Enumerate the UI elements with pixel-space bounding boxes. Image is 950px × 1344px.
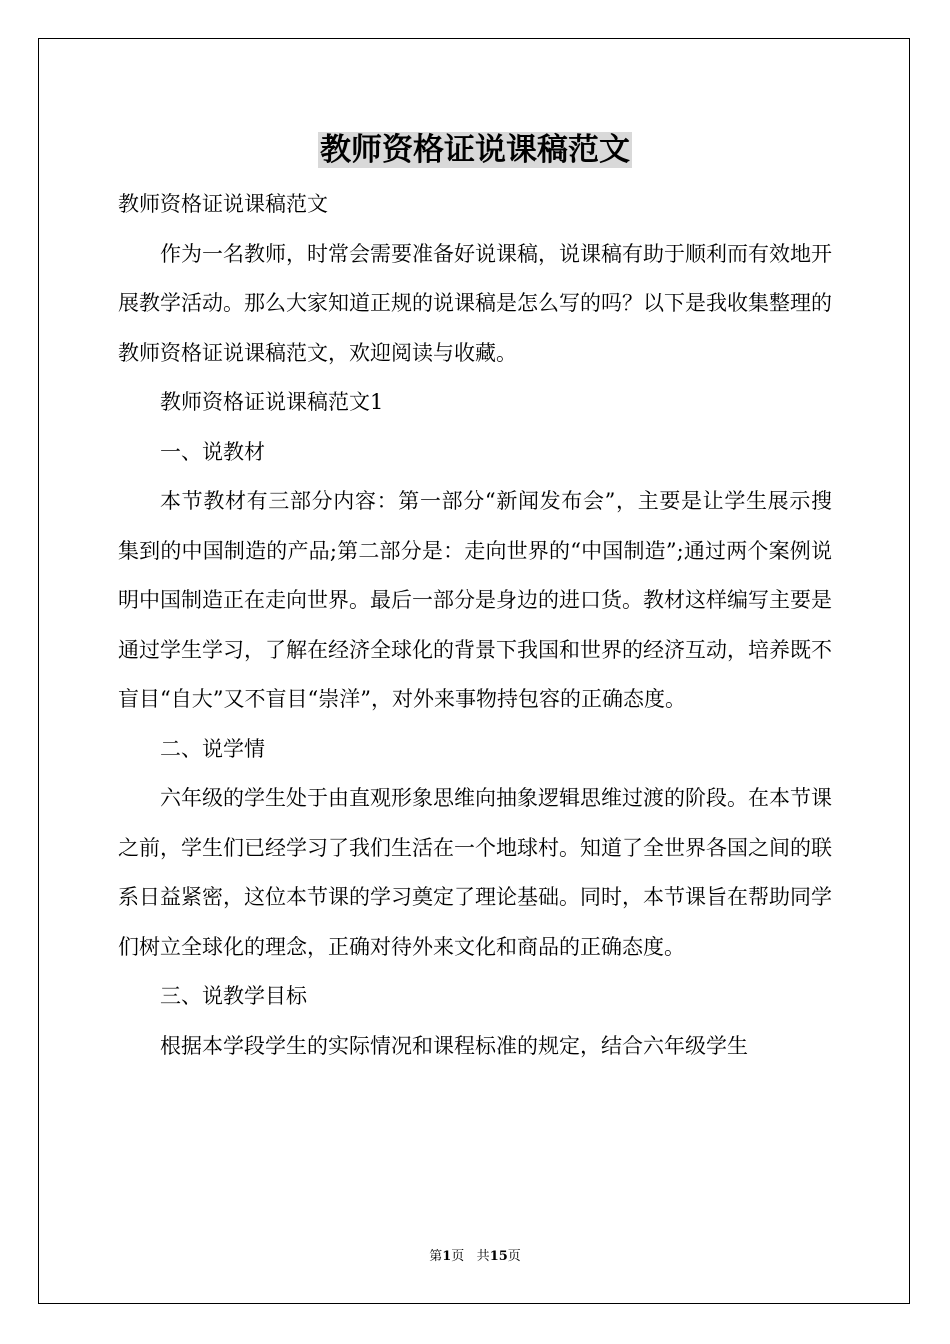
document-title-text: 教师资格证说课稿范文 [320,132,630,168]
page-footer [0,1247,950,1267]
footer-page-prefix: 第 [429,1249,443,1264]
footer-page-number: 1 [442,1249,452,1264]
document-title [0,128,950,172]
footer-page-suffix: 页 [451,1249,465,1264]
paragraph: 作为一名教师，时常会需要准备好说课稿，说课稿有助于顺利而有效地开展教学活动。那么大家知道正规的说课稿是怎么写的吗？以下是我收集整理的教师资格证说课稿范文，欢迎阅读与收藏。 [118,241,832,365]
paragraph: 本节教材有三部分内容：第一部分“新闻发布会”，主要是让学生展示搜集到的中国制造的产品;第二部分是：走向世界的“中国制造”;通过两个案例说明中国制造正在走向世界。最后一部分是身边的进口货。教材这样编写主要是通过学生学习，了解在经济全球化的背景下我国和世界的经济互动，培养既不盲目“自大”又不盲目“崇洋”，对外来事物持包容的正确态度。 [118,489,832,711]
paragraph: 教师资格证说课稿范文 [118,192,328,216]
document-body [118,180,832,1071]
paragraph: 根据本学段学生的实际情况和课程标准的规定，结合六年级学生 [160,1033,748,1058]
paragraph: 三、说教学目标 [160,984,307,1008]
paragraph: 一、说教材 [160,439,265,464]
paragraph: 二、说学情 [160,736,265,761]
footer-total-prefix: 共 [476,1249,490,1264]
paragraph: 六年级的学生处于由直观形象思维向抽象逻辑思维过渡的阶段。在本节课之前，学生们已经学习了我们生活在一个地球村。知道了全世界各国之间的联系日益紧密，这位本节课的学习奠定了理论基础。同时，本节课旨在帮助同学们树立全球化的理念，正确对待外来文化和商品的正确态度。 [118,786,832,959]
footer-total-pages: 15 [489,1249,508,1264]
footer-total-suffix: 页 [507,1249,521,1264]
paragraph: 教师资格证说课稿范文1 [160,390,384,414]
